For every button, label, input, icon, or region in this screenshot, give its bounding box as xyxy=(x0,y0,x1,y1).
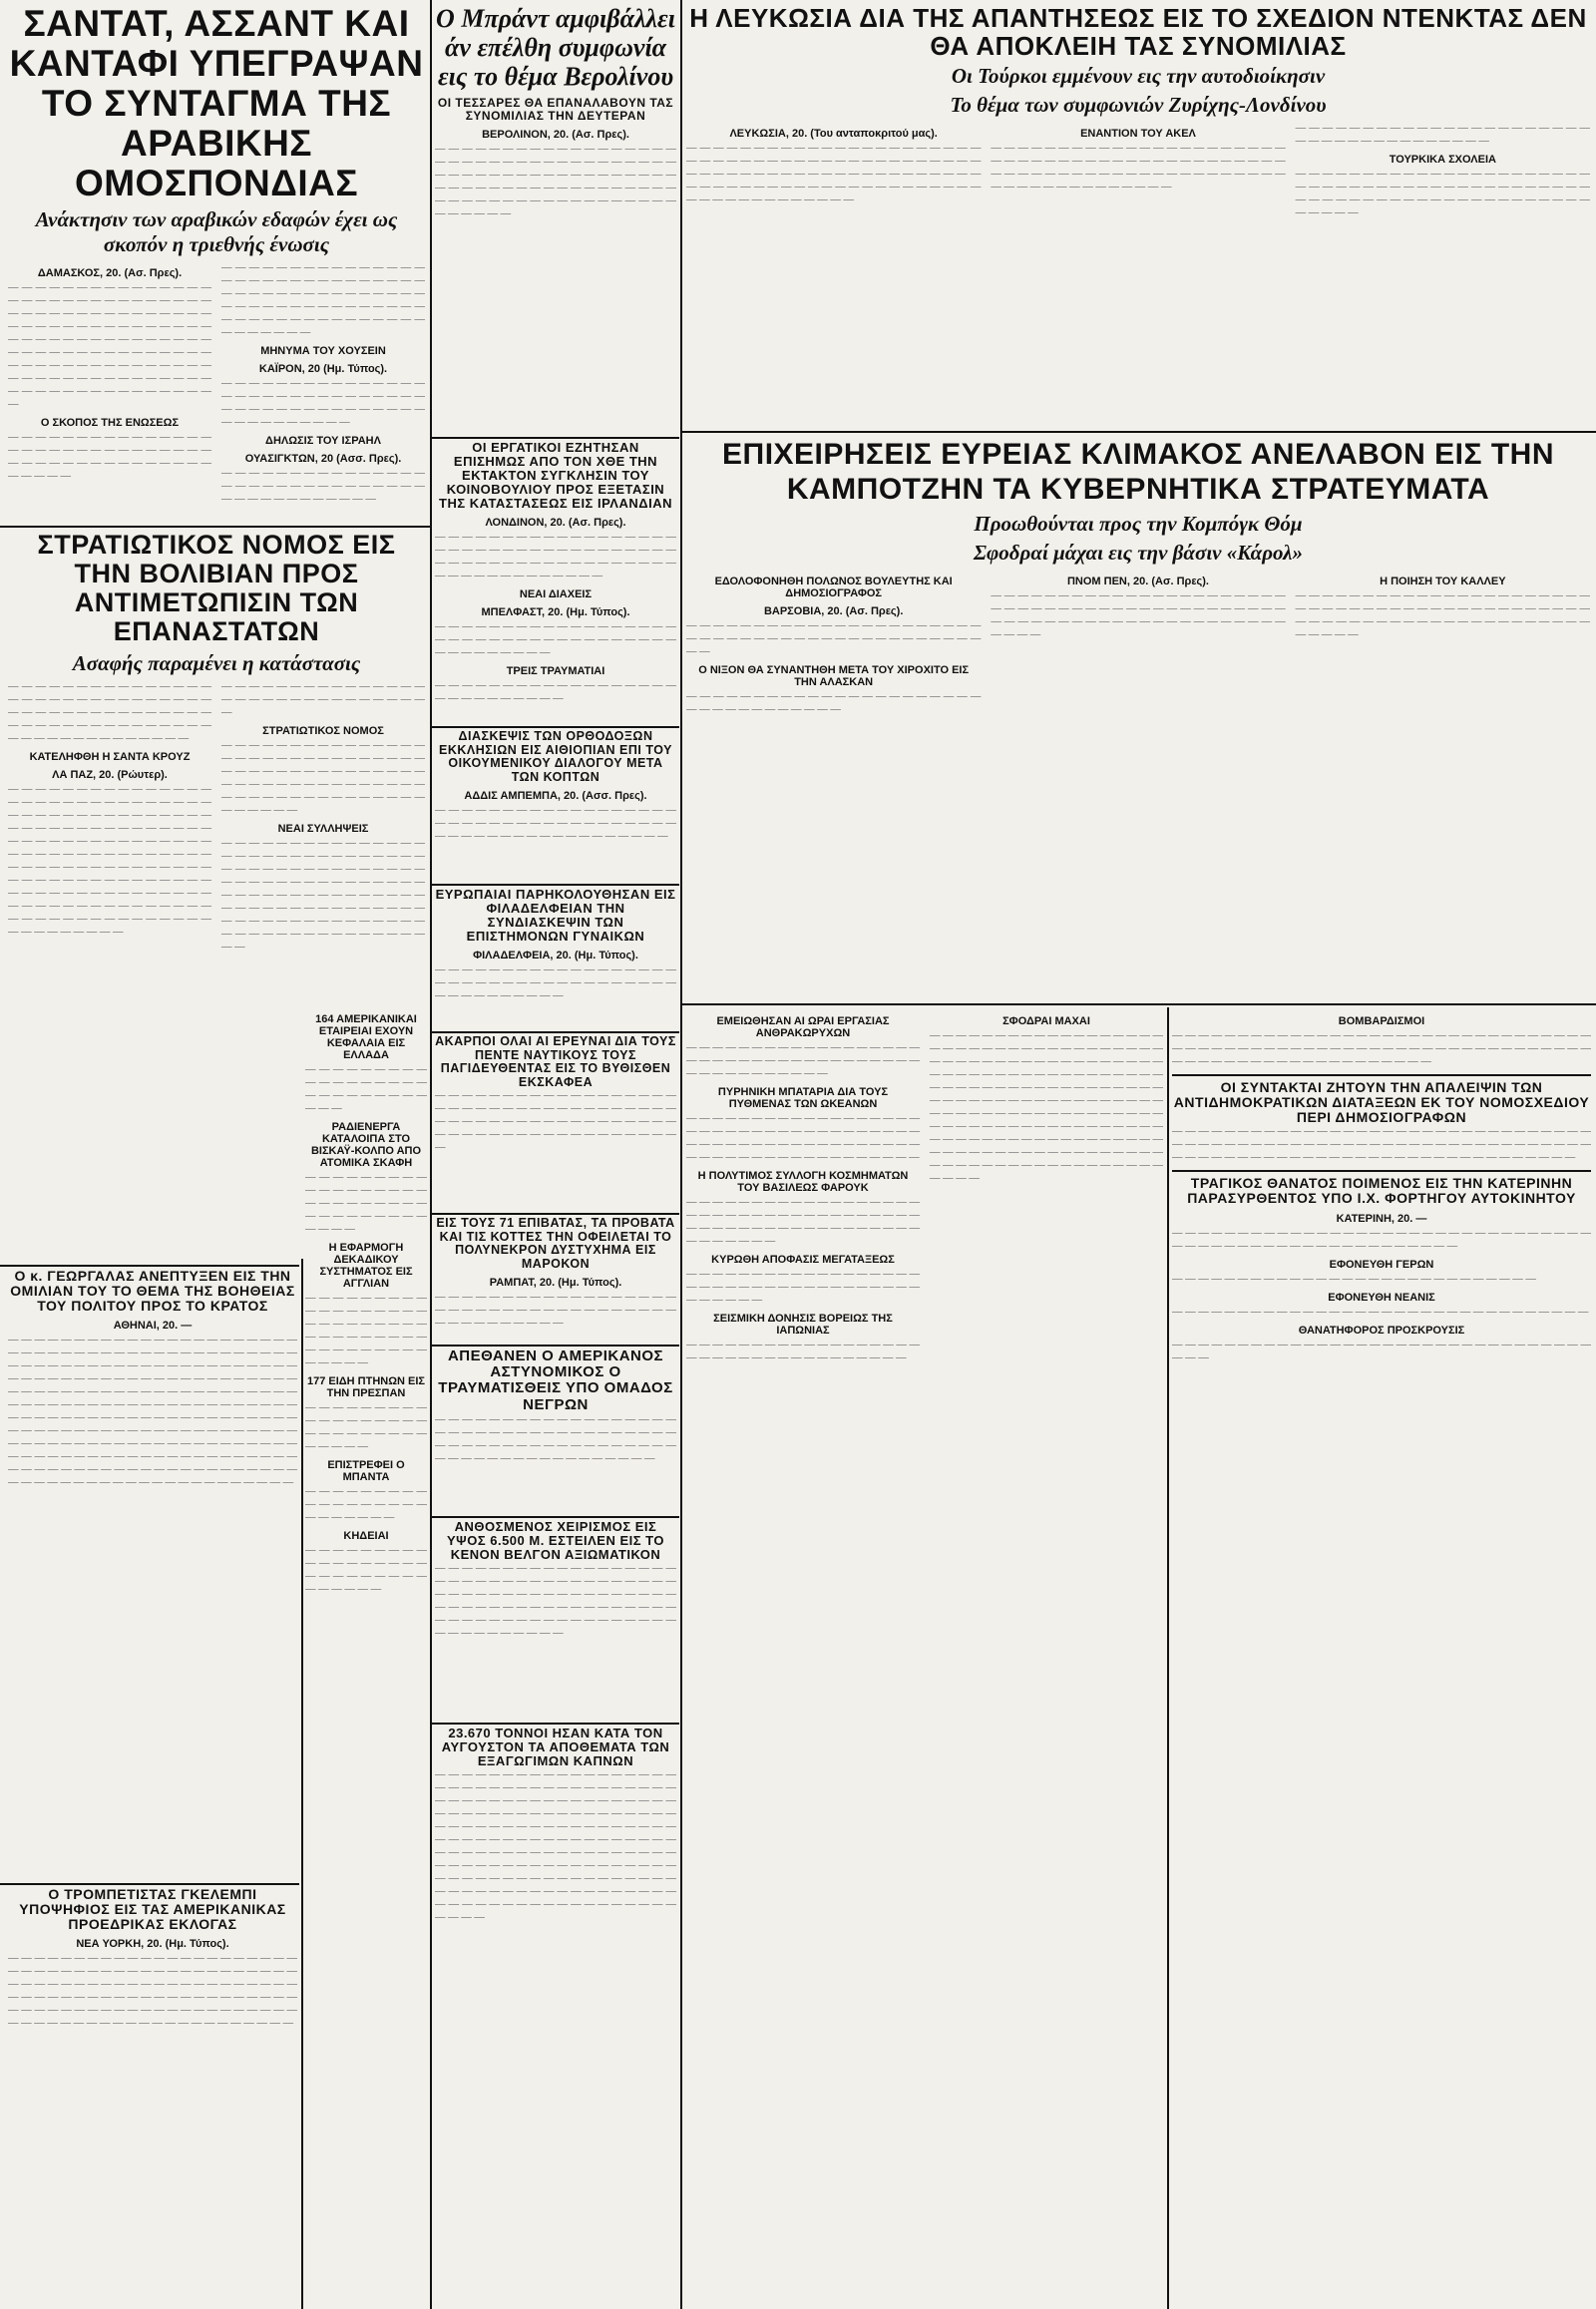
section-head: 177 ΕΙΔΗ ΠΤΗΝΩΝ ΕΙΣ ΤΗΝ ΠΡΕΣΠΑΝ xyxy=(306,1375,426,1399)
ethiopia-article xyxy=(435,730,676,880)
dateline: ΝΕΑ ΥΟΡΚΗ, 20. (Ημ. Τύπος). xyxy=(76,1938,229,1951)
section-head: Ο ΣΚΟΠΟΣ ΤΗΣ ΕΝΩΣΕΩΣ xyxy=(40,416,180,429)
section-head: ΝΕΑΙ ΣΥΛΛΗΨΕΙΣ xyxy=(277,822,369,835)
headline: ΑΠΕΘΑΝΕΝ Ο ΑΜΕΡΙΚΑΝΟΣ ΑΣΤΥΝΟΜΙΚΟΣ Ο ΤΡΑΥΜΑΤΙΣΘΕΙΣ ΥΠΟ ΟΜΑΔΟΣ ΝΕΓΡΩΝ xyxy=(438,1348,673,1413)
section-head: ΤΡΕΙΣ ΤΡΑΥΜΑΤΙΑΙ xyxy=(506,665,605,678)
section-head: ΕΠΙΣΤΡΕΦΕΙ Ο ΜΠΑΝΤΑ xyxy=(327,1459,405,1483)
body-text: — — — — — — — — — — — — — — — — — — — — — — — — — — — — — — — — — — — — — — — — — — — — — — xyxy=(435,964,676,1002)
section-head: ΕΝΑΝΤΙΟΝ ΤΟΥ ΑΚΕΛ xyxy=(1080,128,1196,141)
body-text: — — — — — — — — — — — — — — — — — — — — — — — — — — — — — — — — — — — — — — — — — — — — — — — — — — — — — — — — — — — — — — — — — — — — — — — — — — — — — — — — — — — — — — — — — — — — — — — — — — — — — xyxy=(686,143,982,206)
syntaktai-box xyxy=(1172,1074,1591,1164)
headline: ΑΝΘΟΣΜΕΝΟΣ ΧΕΙΡΙΣΜΟΣ ΕΙΣ ΥΨΟΣ 6.500 Μ. ΕΣΤΕΙΛΕΝ ΕΙΣ ΤΟ ΚΕΝΟΝ ΒΕΛΓΟΝ ΑΞΙΩΜΑΤΙΚΟΝ xyxy=(447,1520,664,1563)
body-text: — — — — — — — — — — — — — — — — — — — — — — — — — — — — — — — — — — — — — — — — — — — — — — — — — — — — — — — — — — — — — — — — — — — — — — — — — — — — — — — — — — — — — — — — — — — — — — — — — — — — — — — — — — — — — — — — — — — — — — — — — — — — — — — — — — — — — — — — — — — — — — — — — — — — — — — — — — — — — — — — — — — — — — — — — — — — — — xyxy=(8,783,211,938)
policeman-article xyxy=(435,1348,676,1513)
section-head: ΘΑΝΑΤΗΦΟΡΟΣ ΠΡΟΣΚΡΟΥΣΙΣ xyxy=(1298,1324,1465,1337)
women-scientists-article xyxy=(435,888,676,1027)
labour-article xyxy=(435,441,676,722)
subheadline: Προωθούνται προς την Κομπόγκ Θόμ xyxy=(974,511,1303,536)
section-rule xyxy=(432,884,679,886)
headline: ΕΙΣ ΤΟΥΣ 71 ΕΠΙΒΑΤΑΣ, ΤΑ ΠΡΟΒΑΤΑ ΚΑΙ ΤΙΣ ΚΟΤΤΕΣ ΤΗΝ ΟΦΕΙΛΕΤΑΙ ΤΟ ΠΟΛΥΝΕΚΡΟΝ ΔΥΣΤΥΧΗΜΑ ΕΙΣ ΜΑΡΟΚΟΝ xyxy=(436,1217,675,1271)
body-text: — — — — — — — — — — — — — — — — — — — — — — — — — — — — — — — — — — — — — — — — — — — — — — — — — — — — — — — — — — — — — — — — — — — — — — — xyxy=(1295,589,1590,640)
column-rule xyxy=(680,0,682,2309)
section-rule xyxy=(0,1883,299,1885)
section-rule xyxy=(432,1723,679,1725)
left-news-briefs xyxy=(305,1007,427,2304)
dateline: ΚΑΪΡΟΝ, 20 (Ημ. Τύπος). xyxy=(258,362,388,375)
section-rule xyxy=(0,526,430,528)
section-head: ΚΗΔΕΙΑΙ xyxy=(343,1530,389,1542)
headline: Ο Μπράντ αμφιβάλλει άν επέλθη συμφωνία εις το θέμα Βερολίνου xyxy=(436,4,675,92)
dateline: ΛΑ ΠΑΖ, 20. (Ρώυτερ). xyxy=(52,768,168,781)
dateline: ΚΑΤΕΡΙΝΗ, 20. — xyxy=(1336,1212,1427,1225)
tobacco-article xyxy=(435,1727,676,2305)
body-text: — — — — — — — — — — — — — — — — — — — — — — — — — xyxy=(305,1486,427,1523)
body-text: — — — — — — — — — — — — — — — — — — — — — — — — — — — — — — — — — — — — — — — — — — — — — — — — — — — — — — — — — — — — — — — — — — — — — — — — — — — — — — — — — — — — — — — — — — — — — — — xyxy=(1172,1126,1591,1164)
headline: ΟΙ ΕΡΓΑΤΙΚΟΙ ΕΖΗΤΗΣΑΝ ΕΠΙΣΗΜΩΣ ΑΠΟ ΤΟΝ ΧΘΕ ΤΗΝ ΕΚΤΑΚΤΟΝ ΣΥΓΚΛΗΣΙΝ ΤΟΥ ΚΟΙΝΟΒΟΥΛΙΟΥ ΠΡΟΣ ΕΞΕΤΑΣΙΝ ΤΗΣ ΚΑΤΑΣΤΑΣΕΩΣ ΕΙΣ ΙΡΛΑΝΔΙΑΝ xyxy=(439,441,672,512)
body-text: — — — — — — — — — — — — — — — — — — — — — — — — — — — — — — — — — — — — — — — — — — — — — — — xyxy=(686,1042,920,1079)
dateline: ΠΝΟΜ ΠΕΝ, 20. (Ασ. Πρες). xyxy=(1066,575,1209,587)
headline: Η ΛΕΥΚΩΣΙΑ ΔΙΑ ΤΗΣ ΑΠΑΝΤΗΣΕΩΣ ΕΙΣ ΤΟ ΣΧΕΔΙΟΝ ΝΤΕΝΚΤΑΣ ΔΕΝ ΘΑ ΑΠΟΚΛΕΙΗ ΤΑΣ ΣΥΝΟΜΙΛΙΑΣ xyxy=(689,4,1587,62)
body-text: — — — — — — — — — — — — — — — — — — — — — — — — — — — — — — — — — — — — — — — — — — — — — — — — — — — — — — — — — — — — — — — — — — — — — — — — — — — — — — — — — — — — xyxy=(1172,1030,1591,1067)
section-head: ΣΕΙΣΜΙΚΗ ΔΟΝΗΣΙΣ ΒΟΡΕΙΩΣ ΤΗΣ ΙΑΠΩΝΙΑΣ xyxy=(713,1313,893,1337)
nicosia-article xyxy=(686,4,1590,428)
dateline: ΑΔΔΙΣ ΑΜΠΕΜΠΑ, 20. (Ασσ. Πρες). xyxy=(464,790,647,802)
section-rule xyxy=(432,1345,679,1347)
body-text: — — — — — — — — — — — — — — — — — — — — — — — — — — — — — — — — — — — — — — — — — — xyxy=(221,467,425,505)
dateline: ΜΠΕΛΦΑΣΤ, 20. (Ημ. Τύπος). xyxy=(481,606,630,619)
body-text: — — — — — — — — — — — — — — — — — — — — — — — — — — — — — — — xyxy=(221,680,425,718)
dateline: ΛΟΝΔΙΝΟΝ, 20. (Ασ. Πρες). xyxy=(485,517,626,530)
section-rule xyxy=(432,1516,679,1518)
body-text: — — — — — — — — — — — — — — — — — — — — — — — — — — — — — — xyxy=(305,1064,427,1114)
headline: ΤΡΑΓΙΚΟΣ ΘΑΝΑΤΟΣ ΠΟΙΜΕΝΟΣ ΕΙΣ ΤΗΝ ΚΑΤΕΡΙΝΗΝ ΠΑΡΑΣΥΡΘΕΝΤΟΣ ΥΠΟ Ι.Χ. ΦΟΡΤΗΓΟΥ ΑΥΤΟΚΙΝΗΤΟΥ xyxy=(1187,1175,1576,1207)
body-text: — — — — — — — — — — — — — — — — — — — — — — — — — — — — — — — — — — — — — — — — — — — — — — xyxy=(686,619,982,657)
section-head: ΕΜΕΙΩΘΗΣΑΝ ΑΙ ΩΡΑΙ ΕΡΓΑΣΙΑΣ ΑΝΘΡΑΚΩΡΥΧΩΝ xyxy=(716,1015,890,1039)
headline: Ο κ. ΓΕΩΡΓΑΛΑΣ ΑΝΕΠΤΥΞΕΝ ΕΙΣ ΤΗΝ ΟΜΙΛΙΑΝ ΤΟΥ ΤΟ ΘΕΜΑ ΤΗΣ ΒΟΗΘΕΙΑΣ ΤΟΥ ΠΟΛΙΤΟΥ ΠΡΟΣ ΤΟ ΚΡΑΤΟΣ xyxy=(10,1269,295,1315)
body-text: — — — — — — — — — — — — — — — — — — — — — — — — — — — — — — — — — — — — — — — — — — — — — — xyxy=(435,1292,676,1329)
body-text: — — — — — — — — — — — — — — — — — — — — — — — — — — — — — — — — — — — — — — — — — — — — — — — — — — — — — — — — — — — — — — — — — — — — — — — — — — — — — — — — — — — — — — — — — — — — — — — — — — — — — — — — — — — — — — — — — — — — — — — — — — — — — — — — — — — — — — — — xyxy=(8,281,211,410)
section-head: ΕΔΟΛΟΦΟΝΗΘΗ ΠΟΛΩΝΟΣ ΒΟΥΛΕΥΤΗΣ ΚΑΙ ΔΗΜΟΣΙΟΓΡΑΦΟΣ xyxy=(714,575,953,599)
section-head: Η ΠΟΛΥΤΙΜΟΣ ΣΥΛΛΟΓΗ ΚΟΣΜΗΜΑΤΩΝ ΤΟΥ ΒΑΣΙΛΕΩΣ ΦΑΡΟΥΚ xyxy=(697,1170,909,1194)
headline: 23.670 ΤΟΝΝΟΙ ΗΣΑΝ ΚΑΤΑ ΤΟΝ ΑΥΓΟΥΣΤΟΝ ΤΑ ΑΠΟΘΕΜΑΤΑ ΤΩΝ ΕΞΑΓΩΓΙΜΩΝ ΚΑΠΝΩΝ xyxy=(441,1727,670,1769)
brandt-article xyxy=(435,4,676,433)
section-head: ΤΟΥΡΚΙΚΑ ΣΧΟΛΕΙΑ xyxy=(1389,154,1496,167)
body-text: — — — — — — — — — — — — — — — — — — — — — — — — — — — — — — — — — — — — — — — — — — — — — — — — — — — — — — — — — — — — — — — — — — — — — — — — — — — — — — — — — — — — — — — — — — — — — — — — — — — — — — — — — — — — — — — — — — — — — — — — — — — — — — — — — — — — — — — — — — — — — — — — — — — — — — — — — — — — — — — — — — — — — — — — — — — — — — — — — — — — — — — — — — — — — — — — — — — — — — — — — — — — — — — — — — — — — — — — — — — — — — — — — — — — — — — — — — — — — — — — — — — — — — — — — — — — — — — — — — — — — — — — xyxy=(8,1335,297,1489)
body-text: — — — — — — — — — — — — — — — — — — — — — — — — — — — — — — — — — — — — — xyxy=(1295,123,1590,148)
body-text: — — — — — — — — — — — — — — — — — — — — — — — — — — — — — — — — — — — — — — — — — — — — — — — — — — — — — — xyxy=(1172,1227,1591,1252)
body-text: — — — — — — — — — — — — — — — — — — — — — — — — — — — — — — — — — — — — — — — — — — — — — — — — — — xyxy=(8,431,211,482)
section-head: 164 ΑΜΕΡΙΚΑΝΙΚΑΙ ΕΤΑΙΡΕΙΑΙ ΕΧΟΥΝ ΚΕΦΑΛΑΙΑ ΕΙΣ ΕΛΛΑΔΑ xyxy=(315,1013,417,1061)
body-text: — — — — — — — — — — — — — — — — — — — — — — — — — — — — — — — — — — — — — — — — — — — — — — — — — — — — — — xyxy=(435,805,676,842)
subheadline: Οι Τούρκοι εμμένουν εις την αυτοδιοίκησιν xyxy=(951,64,1326,89)
subheadline: ΟΙ ΤΕΣΣΑΡΕΣ ΘΑ ΕΠΑΝΑΛΑΒΟΥΝ ΤΑΣ ΣΥΝΟΜΙΛΙΑΣ ΤΗΝ ΔΕΥΤΕΡΑΝ xyxy=(437,96,674,124)
section-rule xyxy=(682,431,1596,433)
body-text: — — — — — — — — — — — — — — — — — — — — — — — — — — — — — — — — — — — — — — — — — — — — — — — — — — — — — — — xyxy=(221,377,425,428)
headline: ΕΠΙΧΕΙΡΗΣΕΙΣ ΕΥΡΕΙΑΣ ΚΛΙΜΑΚΟΣ ΑΝΕΛΑΒΟΝ ΕΙΣ ΤΗΝ ΚΑΜΠΟΤΖΗΝ ΤΑ ΚΥΒΕΡΝΗΤΙΚΑ ΣΤΡΑΤΕΥΜΑΤΑ xyxy=(722,438,1554,507)
section-rule xyxy=(432,1031,679,1033)
section-head: ΕΦΟΝΕΥΘΗ ΓΕΡΩΝ xyxy=(1329,1258,1434,1271)
section-head: Η ΕΦΑΡΜΟΓΗ ΔΕΚΑΔΙΚΟΥ ΣΥΣΤΗΜΑΤΟΣ ΕΙΣ ΑΓΓΛΙΑΝ xyxy=(319,1242,413,1290)
body-text: — — — — — — — — — — — — — — — — — — — — — — — — — — — — — — — — — — — — — — — — — — — — — — — — — — — — — — — — — — — — — — — — — — — — — — — — — — — — — — — — — — — — — — — — — — — — — — — — xyxy=(435,144,676,220)
body-text: — — — — — — — — — — — — — — — — — — — — — — — — — — — — — — — — — — — — — — — — — — — — — — — — — — — — — — — — — — — — — — — — — — — — — — — — — — — — — — — — — — — — — — — — — — — — — — — — — — — — — — — — — — — — — — — — — — — — — — — — — — xyxy=(221,837,425,953)
body-text: — — — — — — — — — — — — — — — — — — — — — — — — — — — — — — — — xyxy=(305,1402,427,1452)
dateline: ΡΑΜΠΑΤ, 20. (Ημ. Τύπος). xyxy=(489,1277,622,1289)
body-text: — — — — — — — — — — — — — — — — — — — — — — — — — — — — — — — — — — — — — — — — xyxy=(305,1172,427,1235)
body-text: — — — — — — — — — — — — — — — — — — — — — — — — — — — — — — — — — — — — — — — — — — — — — — — — — — — — — — — — — — — — — — — — — — — — — — — — — — — — — — — — — — xyxy=(221,261,425,338)
body-text: — — — — — — — — — — — — — — — — — — — — — — — — — — — — — — — — — — — — — — — — — — — — — — — — — — — — — — — — — — — — — — — — — — — — — — — — — xyxy=(435,1090,676,1153)
section-head: ΔΗΛΩΣΙΣ ΤΟΥ ΙΣΡΑΗΛ xyxy=(265,434,381,447)
trumpeter-article xyxy=(8,1887,297,2304)
body-text: — — — — — — — — — — — — — — — — — — — — — — — — — — — — — — — — — xyxy=(305,1545,427,1595)
section-head: ΠΥΡΗΝΙΚΗ ΜΠΑΤΑΡΙΑ ΔΙΑ ΤΟΥΣ ΠΥΘΜΕΝΑΣ ΤΩΝ ΩΚΕΑΝΩΝ xyxy=(717,1086,889,1110)
body-text: — — — — — — — — — — — — — — — — — — — — — — — — — — — — — — — — — — — — — — — — — — — — — — — — — — — — — — — — — — — — — xyxy=(686,1197,920,1247)
dateline: ΔΑΜΑΣΚΟΣ, 20. (Ασ. Πρες). xyxy=(37,266,183,279)
dateline: ΒΕΡΟΛΙΝΟΝ, 20. (Ασ. Πρες). xyxy=(482,129,629,142)
body-text: — — — — — — — — — — — — — — — — — — — — — — — — — — — — — — — — — — — — — — — — — — — — — — — — — — — — — — — — — — — — — — — — — — — — — — xyxy=(991,589,1286,640)
column-rule xyxy=(1167,1007,1169,2309)
morocco-article xyxy=(435,1217,676,1342)
right-lower-left-column xyxy=(686,1009,1163,2306)
georgalas-article xyxy=(8,1269,297,1879)
body-text: — — — — — — — — — — — — — — — — — — — — — — — — — — — — — — — — — — — xyxy=(1172,1339,1591,1363)
section-head: ΣΦΟΔΡΑΙ ΜΑΧΑΙ xyxy=(1002,1015,1090,1027)
section-head: ΣΤΡΑΤΙΩΤΙΚΟΣ ΝΟΜΟΣ xyxy=(262,724,384,737)
arab-federation-article xyxy=(8,4,425,523)
section-rule xyxy=(432,437,679,439)
headline: ΔΙΑΣΚΕΨΙΣ ΤΩΝ ΟΡΘΟΔΟΞΩΝ ΕΚΚΛΗΣΙΩΝ ΕΙΣ ΑΙΘΙΟΠΙΑΝ ΕΠΙ ΤΟΥ ΟΙΚΟΥΜΕΝΙΚΟΥ ΔΙΑΛΟΓΟΥ ΜΕΤΑ ΤΩΝ ΚΟΠΤΩΝ xyxy=(439,730,672,784)
headline: ΣΤΡΑΤΙΩΤΙΚΟΣ ΝΟΜΟΣ ΕΙΣ ΤΗΝ ΒΟΛΙΒΙΑΝ ΠΡΟΣ ΑΝΤΙΜΕΤΩΠΙΣΙΝ ΤΩΝ ΕΠΑΝΑΣΤΑΤΩΝ xyxy=(37,531,396,647)
glider-article xyxy=(435,1520,676,1720)
section-head: ΚΑΤΕΛΗΦΘΗ Η ΣΑΝΤΑ ΚΡΟΥΖ xyxy=(29,750,191,763)
section-head: ΕΦΟΝΕΥΘΗ ΝΕΑΝΙΣ xyxy=(1328,1291,1435,1304)
body-text: — — — — — — — — — — — — — — — — — — — — — — — — — — — — — — — — — — — — — — — — — — — — — — — — — — — — — — — — — — — — — — — — — — — — — — — — — — — — — — — — — xyxy=(221,739,425,816)
body-text: — — — — — — — — — — — — — — — — — — — — — — — — — — — — — — — — — — — — — — — — — — — — — — — — — — — — — — — — — — — — — — — — — — — — — — — — — — — — — — — — — — — — — — — — — — — — — — — — — — — — — — — — — — — — — — — — — — — — — — — — — — — — — — — — — — — — xyxy=(8,1953,297,2030)
body-text: — — — — — — — — — — — — — — — — — — — — — — — — — — — — — — — — — — xyxy=(686,690,982,715)
body-text: — — — — — — — — — — — — — — — — — — — — — — — — — — — — — — — — — — — — — — — — — — — — — — — — — — — — — — — — — — — — — — — — — — — — — — — — — — — — — — — — — — — — — — — — — — — — — — — — — — — — xyxy=(435,1563,676,1640)
body-text: — — — — — — — — — — — — — — — — — — — — — — — — — — — — xyxy=(1172,1273,1536,1285)
section-rule xyxy=(432,1213,679,1215)
subheadline: Το θέμα των συμφωνιών Ζυρίχης-Λονδίνου xyxy=(950,93,1327,118)
body-text: — — — — — — — — — — — — — — — — — — — — — — — — — — — — — — — — — — — — — — — — — — — — — — — — — — — — — — — — — — — — — — — — — — — — — — — — — — — — — — — — xyxy=(991,143,1286,193)
headline: Ο ΤΡΟΜΠΕΤΙΣΤΑΣ ΓΚΕΛΕΜΠΙ ΥΠΟΨΗΦΙΟΣ ΕΙΣ ΤΑΣ ΑΜΕΡΙΚΑΝΙΚΑΣ ΠΡΟΕΔΡΙΚΑΣ ΕΚΛΟΓΑΣ xyxy=(19,1887,286,1933)
dateline: ΟΥΑΣΙΓΚΤΩΝ, 20 (Ασσ. Πρες). xyxy=(244,452,402,465)
column-rule xyxy=(301,1259,303,2309)
body-text: — — — — — — — — — — — — — — — — — — — — — — — — — — — — — — — — — — — — — — — — — — — — — — — — — — xyxy=(305,1293,427,1368)
section-head: Η ΠΟΙΗΣΗ ΤΟΥ ΚΑΛΛΕΥ xyxy=(1380,575,1506,587)
headline: ΣΑΝΤΑΤ, ΑΣΣΑΝΤ ΚΑΙ ΚΑΝΤΑΦΙ ΥΠΕΓΡΑΨΑΝ ΤΟ ΣΥΝΤΑΓΜΑ ΤΗΣ ΑΡΑΒΙΚΗΣ ΟΜΟΣΠΟΝΔΙΑΣ xyxy=(9,4,424,203)
headline: ΑΚΑΡΠΟΙ ΟΛΑΙ ΑΙ ΕΡΕΥΝΑΙ ΔΙΑ ΤΟΥΣ ΠΕΝΤΕ ΝΑΥΤΙΚΟΥΣ ΤΟΥΣ ΠΑΓΙΔΕΥΘΕΝΤΑΣ ΕΙΣ ΤΟ ΒΥΘΙΣΘΕΝ ΕΚΣΚΑΦΕΑ xyxy=(435,1035,676,1089)
body-text: — — — — — — — — — — — — — — — — — — — — — — — — — — — — — — — — — — — — — — — — — — xyxy=(686,1269,920,1306)
cambodia-article xyxy=(686,437,1590,1000)
dateline: ΒΑΡΣΟΒΙΑ, 20. (Ασ. Πρες). xyxy=(763,604,904,617)
subheadline: Ασαφής παραμένει η κατάστασις xyxy=(72,650,361,675)
body-text: — — — — — — — — — — — — — — — — — — — — — — — — — — — — — — — — — — — — — — — — — — — — — — — — — — — — — — — — — — — — — — — — — — — — — — — — — — — — — — — — — — — — — — — — — — — — — — — — — — — — — — — — — — — — — — — — — — — — — — — — — — — — — — — — — — — — — — — — — — — — — — — — — — — — — — — — — — — — — — — — — — — — — — — — — — — — — — — — — — — — — — — — — — — — — — — — — — — — — — — — — — xyxy=(435,1769,676,1924)
body-text: — — — — — — — — — — — — — — — — — — — — — — — — — — — — — — — — — — — — — — — — — — — — — — — — — — — — — — — — — — — — — — — — — — — — — — — — xyxy=(686,1113,920,1163)
subheadline: Ανάκτησιν των αραβικών εδαφών έχει ως σκοπόν η τριεθνής ένωσις xyxy=(35,206,398,256)
section-head: Ο ΝΙΞΟΝ ΘΑ ΣΥΝΑΝΤΗΘΗ ΜΕΤΑ ΤΟΥ ΧΙΡΟΧΙΤΟ ΕΙΣ ΤΗΝ ΑΛΑΣΚΑΝ xyxy=(698,663,970,688)
body-text: — — — — — — — — — — — — — — — — — — — — — — — — — — — — — — — — — — — — — — — — — — — — — xyxy=(435,621,676,659)
body-text: — — — — — — — — — — — — — — — — — — — — — — — — — — — — — — — — — — — — — — — — — — — — — — — — — — — — — — — — — — — — — — — — — — — — — — — xyxy=(435,1413,676,1464)
dateline: ΑΘΗΝΑΙ, 20. — xyxy=(113,1320,193,1333)
body-text: — — — — — — — — — — — — — — — — — — — — — — — — — — — — — — — — — — — — — — — — — — — — — — — — — — — — — — — — — — — — — — — — — — — — — — — xyxy=(1295,169,1590,219)
body-text: — — — — — — — — — — — — — — — — — — — — — — — — — — — — — — — — — — — — — — — — — — — — — — — — — — — — — — — — — — — — — — — — — — — xyxy=(435,532,676,582)
body-text: — — — — — — — — — — — — — — — — — — — — — — — — — — — — xyxy=(435,680,676,705)
body-text: — — — — — — — — — — — — — — — — — — — — — — — — — — — — — — — — — — — — — — — — — — — — — — — — — — — — — — — — — — — — — — — — — — — — — — — — — — xyxy=(8,680,211,744)
body-text: — — — — — — — — — — — — — — — — — — — — — — — — — — — — — — — — — — — xyxy=(686,1340,920,1363)
section-rule xyxy=(432,726,679,728)
headline: ΟΙ ΣΥΝΤΑΚΤΑΙ ΖΗΤΟΥΝ ΤΗΝ ΑΠΑΛΕΙΨΙΝ ΤΩΝ ΑΝΤΙΔΗΜΟΚΡΑΤΙΚΩΝ ΔΙΑΤΑΞΕΩΝ ΕΚ ΤΟΥ ΝΟΜΟΣΧΕΔΙΟΥ ΠΕΡΙ ΔΗΜΟΣΙΟΓΡΑΦΩΝ xyxy=(1173,1079,1590,1126)
dateline: ΛΕΥΚΩΣΙΑ, 20. (Του ανταποκριτού μας). xyxy=(729,128,938,141)
subheadline: Σφοδραί μάχαι εις την βάσιν «Κάρολ» xyxy=(974,540,1303,565)
right-lower-right-column xyxy=(1172,1009,1591,2306)
section-head: ΜΗΝΥΜΑ ΤΟΥ ΧΟΥΣΕΙΝ xyxy=(260,344,386,357)
section-rule xyxy=(682,1003,1596,1005)
section-head: ΒΟΜΒΑΡΔΙΣΜΟΙ xyxy=(1338,1015,1425,1027)
dateline: ΦΙΛΑΔΕΛΦΕΙΑ, 20. (Ημ. Τύπος). xyxy=(473,950,638,962)
headline: ΕΥΡΩΠΑΙΑΙ ΠΑΡΗΚΟΛΟΥΘΗΣΑΝ ΕΙΣ ΦΙΛΑΔΕΛΦΕΙΑΝ ΤΗΝ ΣΥΝΔΙΑΣΚΕΨΙΝ ΤΩΝ ΕΠΙΣΤΗΜΟΝΩΝ ΓΥΝΑΙΚΩΝ xyxy=(435,888,676,945)
section-head: ΡΑΔΙΕΝΕΡΓΑ ΚΑΤΑΛΟΙΠΑ ΣΤΟ ΒΙΣΚΑΫ-ΚΟΛΠΟ ΑΠΟ ΑΤΟΜΙΚΑ ΣΚΑΦΗ xyxy=(310,1121,422,1169)
section-rule xyxy=(0,1265,299,1267)
shepherd-box xyxy=(1172,1170,1591,1363)
section-head: ΝΕΑΙ ΔΙΑΧΕΙΣ xyxy=(519,588,593,601)
column-rule xyxy=(430,0,432,2309)
section-head: ΚΥΡΩΘΗ ΑΠΟΦΑΣΙΣ ΜΕΓΑΤΑΞΕΩΣ xyxy=(711,1254,895,1266)
sailors-article xyxy=(435,1035,676,1210)
body-text: — — — — — — — — — — — — — — — — — — — — — — — — — — — — — — — — xyxy=(1172,1306,1589,1318)
body-text: — — — — — — — — — — — — — — — — — — — — — — — — — — — — — — — — — — — — — — — — — — — — — — — — — — — — — — — — — — — — — — — — — — — — — — — — — — — — — — — — — — — — — — — — — — — — — — — — — — — — — — — — — — — — — — — — — — — — — — — — — — — — — — — — — — — — — — — — — — — — — — — — — — — — — — — — — — — — — — — — — — — — — — — — — — — — — — — — — — — — — — — — — — — — — — — — — — — — — — — — — — xyxy=(930,1030,1163,1184)
